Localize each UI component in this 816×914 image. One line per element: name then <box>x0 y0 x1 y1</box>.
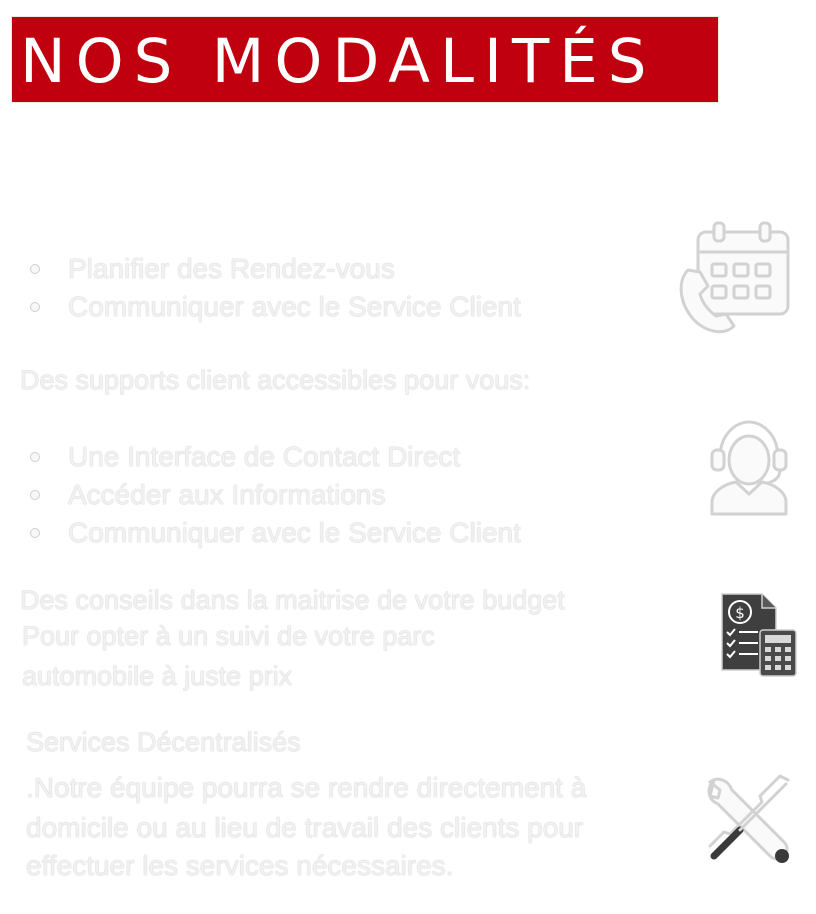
list-item: Une Interface de Contact Direct <box>28 438 521 476</box>
svg-text:$: $ <box>735 604 745 622</box>
budget-heading: Des conseils dans la maitrise de votre budget <box>20 585 565 615</box>
list-item: Communiquer avec le Service Client <box>28 514 521 552</box>
budget-body-line: automobile à juste prix <box>22 661 293 691</box>
decentralized-body-line: effectuer les services nécessaires. <box>26 850 454 881</box>
page-title: NOS MODALITÉS <box>20 26 657 97</box>
list-item: Communiquer avec le Service Client <box>28 288 521 326</box>
calendar-phone-icon <box>676 218 792 336</box>
decentralized-body-line: .Notre équipe pourra se rendre directement à <box>26 772 587 803</box>
budget-body-line: Pour opter à un suivi de votre parc <box>22 621 435 651</box>
appointments-list <box>28 250 521 326</box>
budget-calculator-icon <box>714 590 800 680</box>
supports-list <box>28 438 521 552</box>
decentralized-heading: Services Décentralisés <box>26 727 301 757</box>
page-title-banner <box>11 16 719 103</box>
supports-heading: Des supports client accessibles pour vous: <box>20 365 531 395</box>
list-item: Accéder aux Informations <box>28 476 521 514</box>
decentralized-body-line: domicile ou au lieu de travail des clients pour <box>26 812 584 843</box>
list-item: Planifier des Rendez-vous <box>28 250 521 288</box>
tools-icon <box>700 770 796 868</box>
customer-support-icon <box>706 418 792 518</box>
